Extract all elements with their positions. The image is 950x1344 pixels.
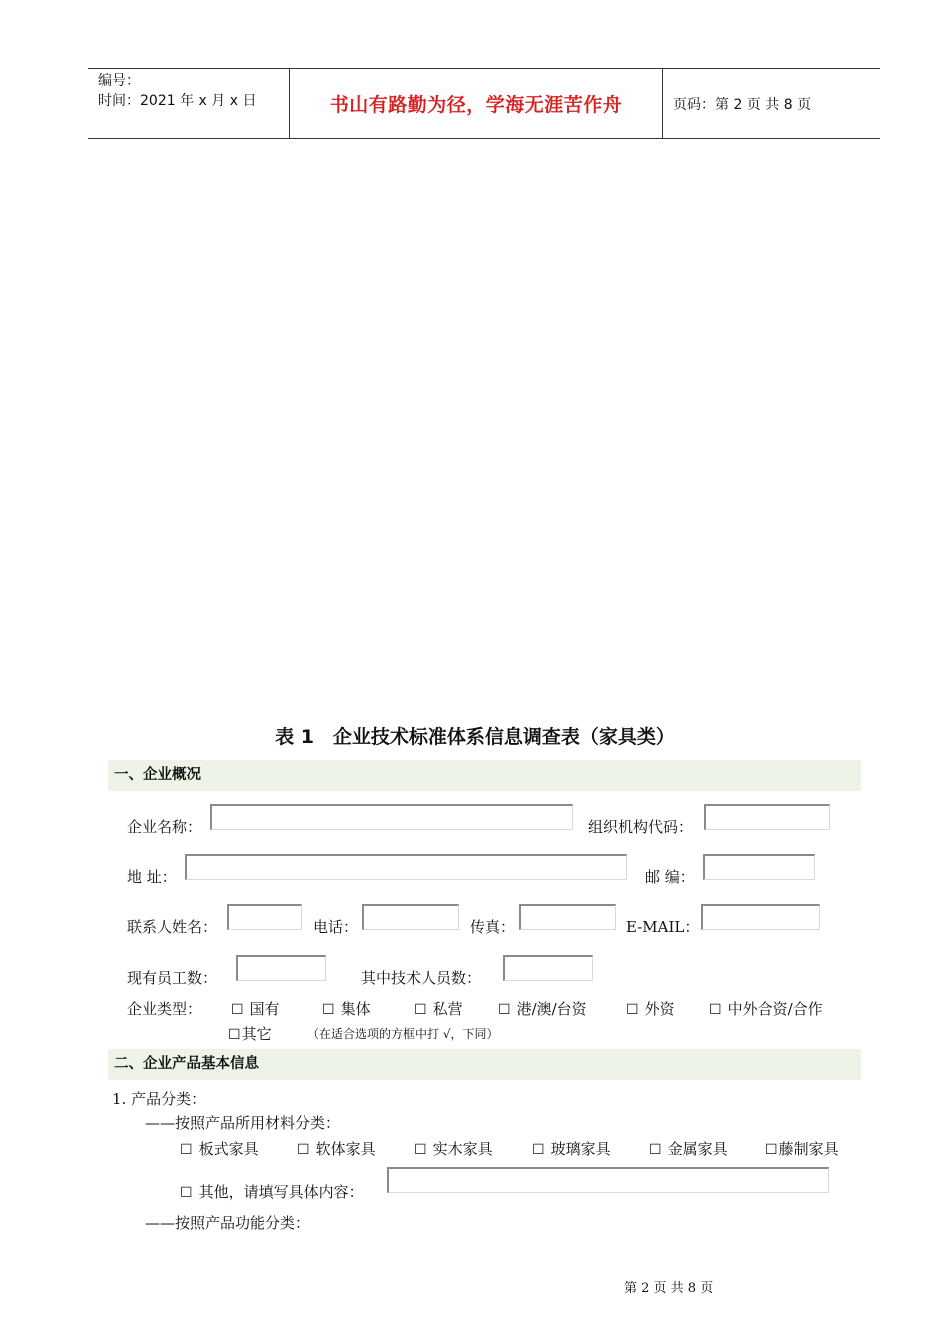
org-code-field[interactable] (704, 804, 830, 830)
company-type-label: 企业类型： (127, 1000, 203, 1018)
checkbox-icon: ☐ (765, 1142, 778, 1158)
checkbox-icon: ☐ (180, 1185, 193, 1201)
type-option-foreign[interactable]: ☐ 外资 (626, 1000, 675, 1018)
header-page-info: 页码：第 2 页 共 8 页 (673, 96, 812, 113)
material-option-metal[interactable]: ☐ 金属家具 (649, 1140, 728, 1158)
checkbox-icon: ☐ (709, 1002, 722, 1018)
postcode-field[interactable] (703, 854, 815, 880)
type-option-state[interactable]: ☐ 国有 (231, 1000, 280, 1018)
contact-name-label: 联系人姓名： (127, 918, 218, 936)
fax-label: 传真： (470, 918, 516, 936)
checkbox-icon: ☐ (414, 1002, 427, 1018)
page-header (88, 68, 880, 139)
company-name-field[interactable] (210, 804, 573, 830)
tech-staff-field[interactable] (503, 955, 593, 981)
by-material-label: ——按照产品所用材料分类： (145, 1114, 341, 1132)
address-label: 地 址： (127, 868, 177, 886)
employees-label: 现有员工数： (127, 969, 218, 987)
material-option-rattan[interactable]: ☐藤制家具 (765, 1140, 839, 1158)
number-label: 编号： (98, 73, 140, 89)
form-title: 表 1 企业技术标准体系信息调查表（家具类） (275, 726, 675, 748)
checkbox-icon: ☐ (228, 1027, 241, 1043)
employees-field[interactable] (236, 955, 326, 981)
type-option-private[interactable]: ☐ 私营 (414, 1000, 463, 1018)
checkbox-icon: ☐ (231, 1002, 244, 1018)
email-label: E-MAIL： (626, 918, 700, 936)
checkbox-icon: ☐ (322, 1002, 335, 1018)
checkbox-icon: ☐ (180, 1142, 193, 1158)
org-code-label: 组织机构代码： (588, 818, 694, 836)
type-option-joint-venture[interactable]: ☐ 中外合资/合作 (709, 1000, 823, 1018)
phone-field[interactable] (362, 904, 459, 930)
page-footer: 第 2 页 共 8 页 (624, 1281, 714, 1296)
contact-name-field[interactable] (227, 904, 302, 930)
fax-field[interactable] (519, 904, 616, 930)
material-option-upholstered[interactable]: ☐ 软体家具 (297, 1140, 376, 1158)
checkbox-icon: ☐ (414, 1142, 427, 1158)
checkbox-icon: ☐ (626, 1002, 639, 1018)
postcode-label: 邮 编： (645, 868, 695, 886)
email-field[interactable] (701, 904, 820, 930)
section-heading-overview: 一、企业概况 (108, 760, 861, 791)
phone-label: 电话： (313, 918, 359, 936)
checkbox-icon: ☐ (297, 1142, 310, 1158)
by-function-label: ——按照产品功能分类： (145, 1214, 311, 1232)
header-left-cell (88, 69, 290, 138)
tech-staff-label: 其中技术人员数： (361, 969, 482, 987)
type-option-collective[interactable]: ☐ 集体 (322, 1000, 371, 1018)
material-option-panel[interactable]: ☐ 板式家具 (180, 1140, 259, 1158)
material-option-other[interactable]: ☐ 其他，请填写具体内容： (180, 1183, 364, 1201)
time-label: 时间：2021 年 x 月 x 日 (98, 93, 257, 109)
material-option-solid-wood[interactable]: ☐ 实木家具 (414, 1140, 493, 1158)
section-heading-products: 二、企业产品基本信息 (108, 1049, 861, 1080)
checkbox-icon: ☐ (498, 1002, 511, 1018)
type-option-other[interactable]: ☐其它 (228, 1025, 272, 1043)
checkbox-icon: ☐ (649, 1142, 662, 1158)
checkbox-note: （在适合选项的方框中打 √，下同） (307, 1027, 499, 1041)
header-motto: 书山有路勤为径，学海无涯苦作舟 (290, 69, 663, 138)
material-other-field[interactable] (387, 1167, 829, 1193)
address-field[interactable] (185, 854, 627, 880)
type-option-hk-macau-tw[interactable]: ☐ 港/澳/台资 (498, 1000, 587, 1018)
checkbox-icon: ☐ (532, 1142, 545, 1158)
material-option-glass[interactable]: ☐ 玻璃家具 (532, 1140, 611, 1158)
company-name-label: 企业名称： (127, 818, 203, 836)
product-category-label: 1. 产品分类： (112, 1090, 207, 1108)
